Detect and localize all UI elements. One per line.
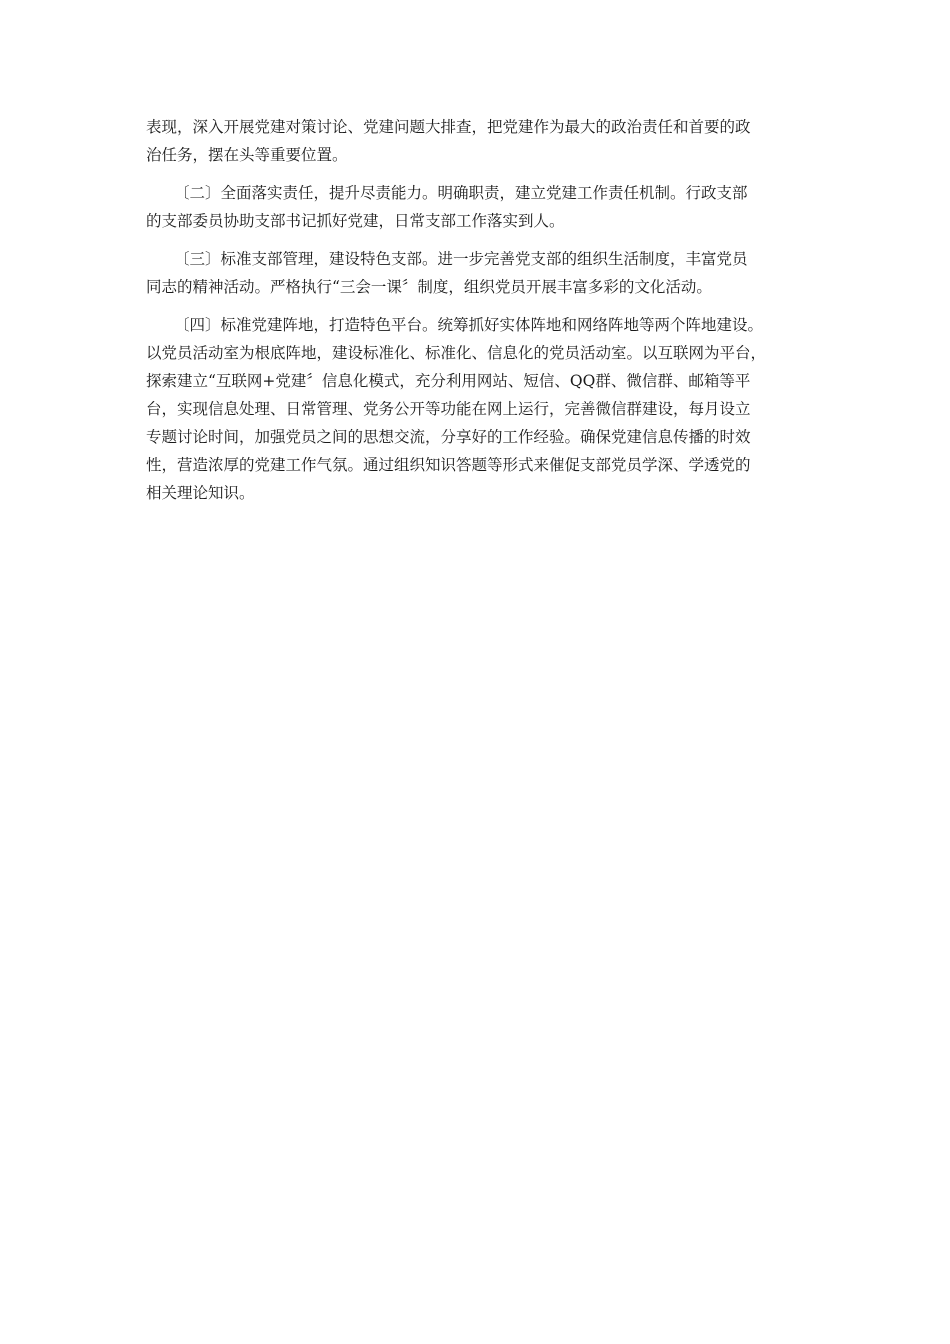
document-body xyxy=(146,113,810,517)
text-line: 〔三〕标准支部管理，建设特色支部。进一步完善党支部的组织生活制度，丰富党员 xyxy=(174,250,748,268)
text-line: 表现，深入开展党建对策讨论、党建问题大排查，把党建作为最大的政治责任和首要的政 xyxy=(146,118,751,136)
text-line: 相关理论知识。 xyxy=(146,484,255,502)
text-line: 同志的精神活动。严格执行“三会一课〞制度，组织党员开展丰富多彩的文化活动。 xyxy=(146,278,712,296)
text-line: 的支部委员协助支部书记抓好党建，日常支部工作落实到人。 xyxy=(146,212,565,230)
text-line: 以党员活动室为根底阵地，建设标准化、标准化、信息化的党员活动室。以互联网为平台， xyxy=(146,344,767,362)
text-line: 〔二〕全面落实责任，提升尽责能力。明确职责，建立党建工作责任机制。行政支部 xyxy=(174,184,748,202)
text-line: 探索建立“互联网+党建〞信息化模式，充分利用网站、短信、QQ群、微信群、邮箱等平 xyxy=(146,372,751,390)
text-line: 治任务，摆在头等重要位置。 xyxy=(146,146,348,164)
text-line: 台，实现信息处理、日常管理、党务公开等功能在网上运行，完善微信群建设，每月设立 xyxy=(146,400,751,418)
paragraph-1 xyxy=(146,113,810,169)
paragraph-3 xyxy=(146,245,810,301)
text-line: 〔四〕标准党建阵地，打造特色平台。统筹抓好实体阵地和网络阵地等两个阵地建设。 xyxy=(174,316,764,334)
text-line: 性，营造浓厚的党建工作气氛。通过组织知识答题等形式来催促支部党员学深、学透党的 xyxy=(146,456,751,474)
paragraph-2 xyxy=(146,179,810,235)
paragraph-4 xyxy=(146,311,810,507)
text-line: 专题讨论时间，加强党员之间的思想交流，分享好的工作经验。确保党建信息传播的时效 xyxy=(146,428,751,446)
